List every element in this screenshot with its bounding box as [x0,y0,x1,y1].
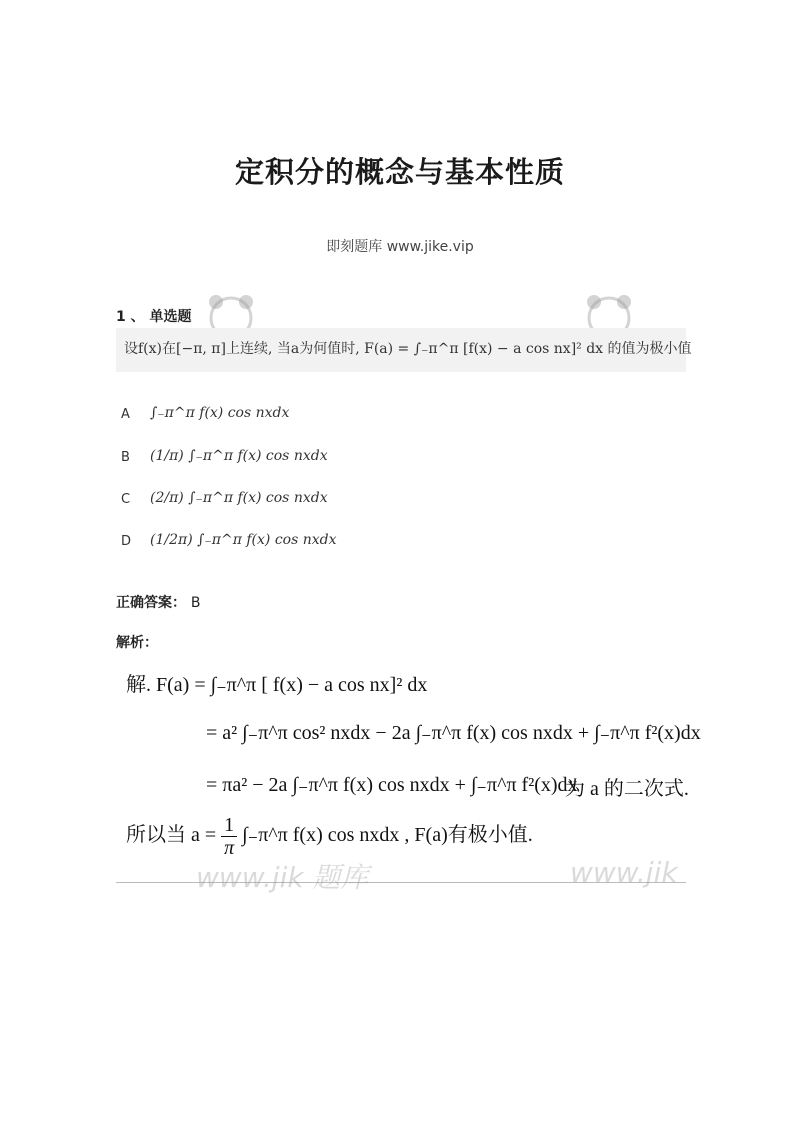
option-letter[interactable]: D [121,534,132,549]
answer-label: 正确答案： [116,595,186,611]
watermark-left: www.jik 题库 [196,861,369,894]
page-title: 定积分的概念与基本性质 [234,155,565,189]
correct-answer [116,592,200,612]
fraction [221,814,237,859]
solution-line-4-formula: ∫₋π^π f(x) cos nxdx [242,824,400,847]
solution-line-1: 解. F(a) = ∫₋π^π [ f(x) − a cos nx]² dx [126,674,428,696]
solution-line-4-prefix: 所以当 a = [126,824,217,847]
solution-line-2: = a² ∫₋π^π cos² nxdx − 2a ∫₋π^π f(x) cos nxdx + ∫₋π^π f²(x)dx [206,722,701,744]
option-letter[interactable]: A [121,407,130,422]
panda-watermark-icon [574,292,644,332]
option-formula[interactable]: (1/2π) ∫₋π^π f(x) cos nxdx [150,532,337,548]
solution-line-4 [126,814,533,859]
solution-line-3: = πa² − 2a ∫₋π^π f(x) cos nxdx + ∫₋π^π f²(x)dx [206,774,578,796]
question-number: 1 、 单选题 [116,309,192,325]
option-formula[interactable]: (1/π) ∫₋π^π f(x) cos nxdx [150,448,328,464]
fraction-numerator: 1 [221,814,237,837]
option-formula[interactable]: ∫₋π^π f(x) cos nxdx [150,405,290,421]
solution-line-4-suffix: , F(a)有极小值. [404,824,533,847]
option-formula[interactable]: (2/π) ∫₋π^π f(x) cos nxdx [150,490,328,506]
question-stem: 设f(x)在[−π, π]上连续, 当a为何值时, F(a) = ∫₋π^π [f(x) − a cos nx]² dx 的值为极小值 [124,341,692,357]
analysis-label: 解析： [116,635,158,651]
page-subtitle: 即刻题库 www.jike.vip [326,239,474,255]
solution-line-3-note: 为 a 的二次式. [565,778,689,800]
option-letter[interactable]: C [121,492,131,507]
fraction-denominator: π [224,837,235,859]
option-letter[interactable]: B [121,450,130,465]
watermark-right: www.jik [570,856,678,889]
answer-value: B [190,595,201,611]
panda-watermark-icon [196,292,266,332]
